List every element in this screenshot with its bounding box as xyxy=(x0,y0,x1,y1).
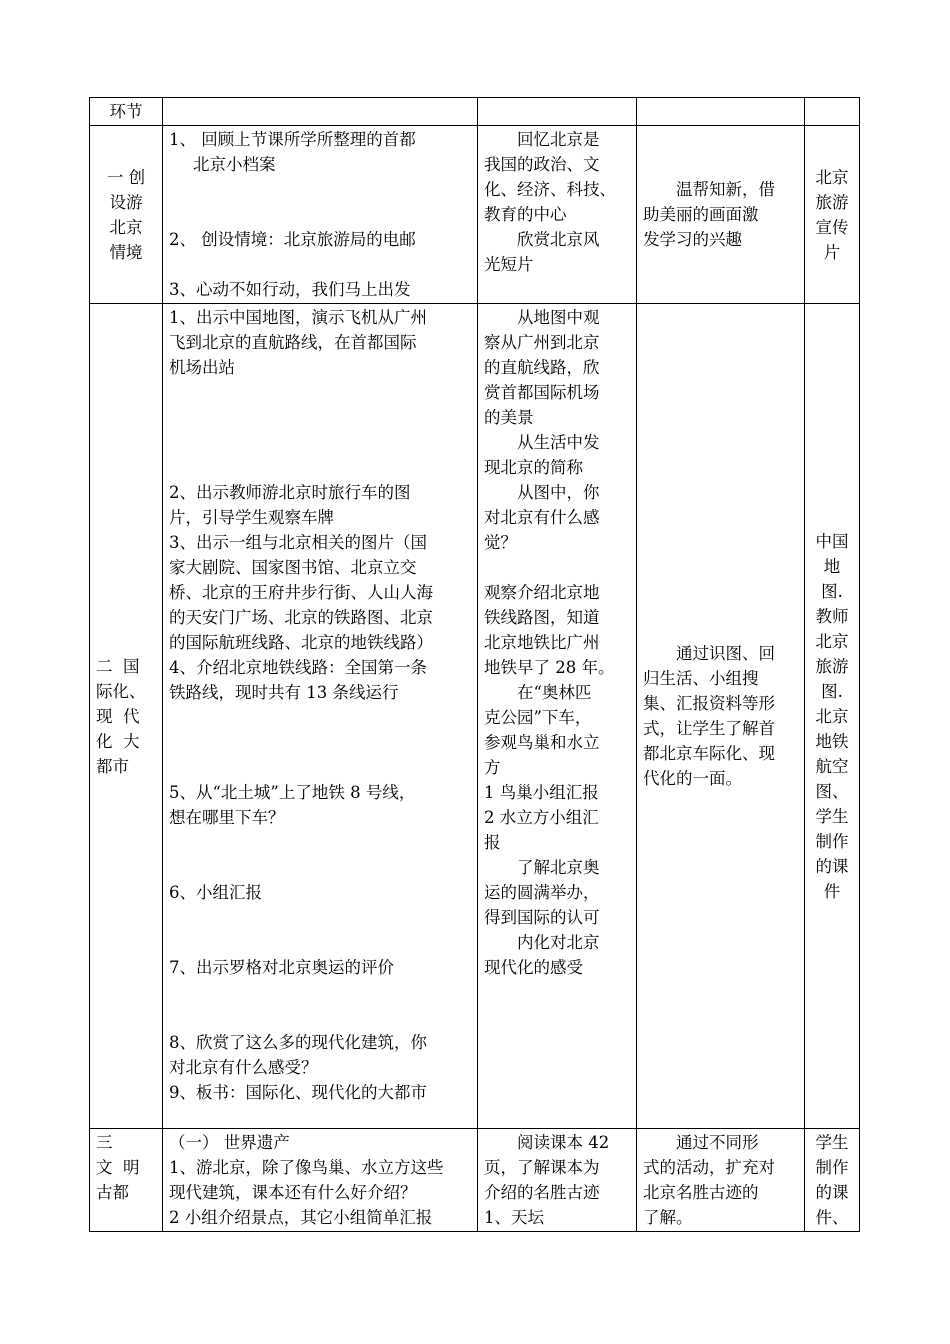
stage-line: 古都 xyxy=(96,1183,129,1202)
text-line: 图. xyxy=(821,681,843,701)
teacher-activity-cell xyxy=(163,304,478,1129)
text-line: 北京小档案 xyxy=(193,155,276,174)
text-line: 运的圆满举办， xyxy=(484,883,600,902)
text-line: 教师 xyxy=(815,606,849,626)
text-line: 我国的政治、文 xyxy=(484,155,600,174)
text-line: 1、游北京，除了像鸟巢、水立方这些 xyxy=(169,1158,444,1177)
stage-line: 二 国 xyxy=(96,656,140,676)
stage-line: 现 代 xyxy=(96,706,140,726)
text-line: 3、出示一组与北京相关的图片（国 xyxy=(169,533,427,552)
text-line: 欣赏北京风 xyxy=(517,230,600,249)
student-activity-cell xyxy=(478,1129,637,1232)
stage-cell xyxy=(90,304,163,1129)
text-line: 1、出示中国地图，演示飞机从广州 xyxy=(169,308,427,327)
text-line: 北京名胜古迹的 xyxy=(643,1183,759,1202)
table-row xyxy=(90,1129,860,1232)
text-line: 式的活动，扩充对 xyxy=(643,1158,775,1177)
text-line: 旅游 xyxy=(815,656,849,676)
text-line: 通过不同形 xyxy=(676,1133,759,1152)
text-line: 介绍的名胜古迹 xyxy=(484,1183,600,1202)
text-line: 了解。 xyxy=(643,1208,693,1227)
text-line: 式，让学生了解首 xyxy=(643,719,775,738)
text-line: 1、 回顾上节课所学所整理的首都 xyxy=(169,130,416,149)
text-line: 从生活中发 xyxy=(517,433,600,452)
text-line: 飞到北京的直航路线，在首都国际 xyxy=(169,333,417,352)
stage-line: 一 创 xyxy=(106,167,146,187)
text-line: （一） 世界遗产 xyxy=(169,1133,290,1152)
text-line: 观察介绍北京地 xyxy=(484,583,600,602)
text-line: 9、板书：国际化、现代化的大都市 xyxy=(169,1083,427,1102)
stage-line: 都市 xyxy=(96,756,129,776)
text-line xyxy=(169,252,471,277)
stage-line: 化 大 xyxy=(96,731,140,751)
header-teacher xyxy=(163,98,478,126)
text-line: 现代化的感受 xyxy=(484,958,583,977)
text-line: 图、 xyxy=(815,781,849,801)
text-line: 在“奥林匹 xyxy=(517,683,592,702)
text-line: 制作 xyxy=(815,831,849,851)
text-line: 片 xyxy=(823,242,841,262)
text-line: 集、汇报资料等形 xyxy=(643,694,775,713)
text-line: 现北京的简称 xyxy=(484,458,583,477)
student-activity-cell xyxy=(478,126,637,304)
text-line: 对北京有什么感受？ xyxy=(169,1058,318,1077)
text-line: 件、 xyxy=(815,1208,849,1227)
stage-line: 北京 xyxy=(109,217,143,237)
text-line: 地 xyxy=(823,556,841,576)
text-line: 得到国际的认可 xyxy=(484,908,600,927)
design-intent-cell xyxy=(637,304,805,1129)
stage-line: 设游 xyxy=(109,192,143,212)
text-line: 现代建筑，课本还有什么好介绍？ xyxy=(169,1183,417,1202)
text-line: 7、出示罗格对北京奥运的评价 xyxy=(169,958,394,977)
student-activity-cell xyxy=(478,304,637,1129)
text-line: 克公园”下车， xyxy=(484,708,592,727)
text-line: 片，引导学生观察车牌 xyxy=(169,508,334,527)
text-line: 件 xyxy=(823,881,841,901)
text-line xyxy=(169,177,471,202)
text-line: 页，了解课本为 xyxy=(484,1158,600,1177)
header-media xyxy=(805,98,860,126)
text-line: 8、欣赏了这么多的现代化建筑，你 xyxy=(169,1033,427,1052)
text-line: 桥、北京的王府井步行街、人山人海 xyxy=(169,583,433,602)
media-cell xyxy=(805,1129,860,1232)
text-line: 图. xyxy=(821,581,843,601)
text-line: 学生 xyxy=(815,1133,849,1152)
text-line: 6、小组汇报 xyxy=(169,883,262,902)
text-line: 3、心动不如行动，我们马上出发 xyxy=(169,280,411,299)
text-line: 2、出示教师游北京时旅行车的图 xyxy=(169,483,411,502)
text-line: 教育的中心 xyxy=(484,205,567,224)
text-line: 的课 xyxy=(815,856,849,876)
text-line: 机场出站 xyxy=(169,358,235,377)
text-line: 方 xyxy=(484,758,501,777)
stage-cell xyxy=(90,126,163,304)
text-line: 4、介绍北京地铁线路：全国第一条 xyxy=(169,658,427,677)
text-line: 温帮知新，借 xyxy=(676,180,775,199)
text-line: 助美丽的画面激 xyxy=(643,205,759,224)
text-line: 都北京车际化、现 xyxy=(643,744,775,763)
media-cell xyxy=(805,304,860,1129)
lesson-plan-table xyxy=(89,97,860,1232)
text-line: 光短片 xyxy=(484,255,534,274)
text-line: 阅读课本 42 xyxy=(517,1133,610,1152)
header-intent xyxy=(637,98,805,126)
text-line: 从图中，你 xyxy=(517,483,600,502)
header-student xyxy=(478,98,637,126)
stage-cell xyxy=(90,1129,163,1232)
stage-line: 情境 xyxy=(109,242,143,262)
text-line: 参观鸟巢和水立 xyxy=(484,733,600,752)
text-line: 旅游 xyxy=(815,192,849,212)
table-row xyxy=(90,126,860,304)
text-line: 察从广州到北京 xyxy=(484,333,600,352)
text-line: 2 小组介绍景点，其它小组简单汇报 xyxy=(169,1208,433,1227)
text-line: 宣传 xyxy=(815,217,849,237)
text-line: 通过识图、回 xyxy=(676,644,775,663)
text-line: 归生活、小组搜 xyxy=(643,669,759,688)
table-header-row xyxy=(90,98,860,126)
text-line: 的课 xyxy=(815,1183,849,1202)
header-stage: 环节 xyxy=(90,98,163,126)
text-line: 1 鸟巢小组汇报 xyxy=(484,783,599,802)
text-line: 化、经济、科技、 xyxy=(484,180,616,199)
media-cell xyxy=(805,126,860,304)
text-line: 地铁 xyxy=(815,731,849,751)
text-line: 发学习的兴趣 xyxy=(643,230,742,249)
text-line: 1、天坛 xyxy=(484,1208,544,1227)
text-line: 内化对北京 xyxy=(517,933,600,952)
text-line: 报 xyxy=(484,833,501,852)
text-line: 2、 创设情境：北京旅游局的电邮 xyxy=(169,230,416,249)
text-line: 制作 xyxy=(815,1158,849,1177)
text-line: 的美景 xyxy=(484,408,534,427)
text-line: 觉？ xyxy=(484,533,517,552)
text-line: 从地图中观 xyxy=(517,308,600,327)
teacher-activity-cell xyxy=(163,1129,478,1232)
text-line: 家大剧院、国家图书馆、北京立交 xyxy=(169,558,417,577)
text-line: 的国际航班线路、北京的地铁线路） xyxy=(169,633,433,652)
text-line: 了解北京奥 xyxy=(517,858,600,877)
text-line: 北京地铁比广州 xyxy=(484,633,600,652)
stage-line: 际化、 xyxy=(96,681,146,701)
design-intent-cell xyxy=(637,1129,805,1232)
text-line: 北京 xyxy=(815,631,849,651)
text-line: 铁路线，现时共有 13 条线运行 xyxy=(169,683,399,702)
text-line: 铁线路图，知道 xyxy=(484,608,600,627)
text-line: 地铁早了 28 年。 xyxy=(484,658,615,677)
text-line: 2 水立方小组汇 xyxy=(484,808,599,827)
text-line: 航空 xyxy=(815,756,849,776)
text-line: 对北京有什么感 xyxy=(484,508,600,527)
text-line: 想在哪里下车？ xyxy=(169,808,285,827)
text-line: 的天安门广场、北京的铁路图、北京 xyxy=(169,608,433,627)
stage-line: 三 xyxy=(96,1133,113,1152)
text-line: 赏首都国际机场 xyxy=(484,383,600,402)
teacher-activity-cell xyxy=(163,126,478,304)
table-row xyxy=(90,304,860,1129)
text-line xyxy=(169,202,471,227)
stage-line: 文 明 xyxy=(96,1158,140,1177)
design-intent-cell xyxy=(637,126,805,304)
text-line: 代化的一面。 xyxy=(643,769,742,788)
text-line: 学生 xyxy=(815,806,849,826)
text-line: 北京 xyxy=(815,167,849,187)
text-line: 中国 xyxy=(815,531,849,551)
text-line: 回忆北京是 xyxy=(517,130,600,149)
text-line: 北京 xyxy=(815,706,849,726)
text-line: 的直航线路，欣 xyxy=(484,358,600,377)
text-line: 5、从“北土城”上了地铁 8 号线， xyxy=(169,783,416,802)
